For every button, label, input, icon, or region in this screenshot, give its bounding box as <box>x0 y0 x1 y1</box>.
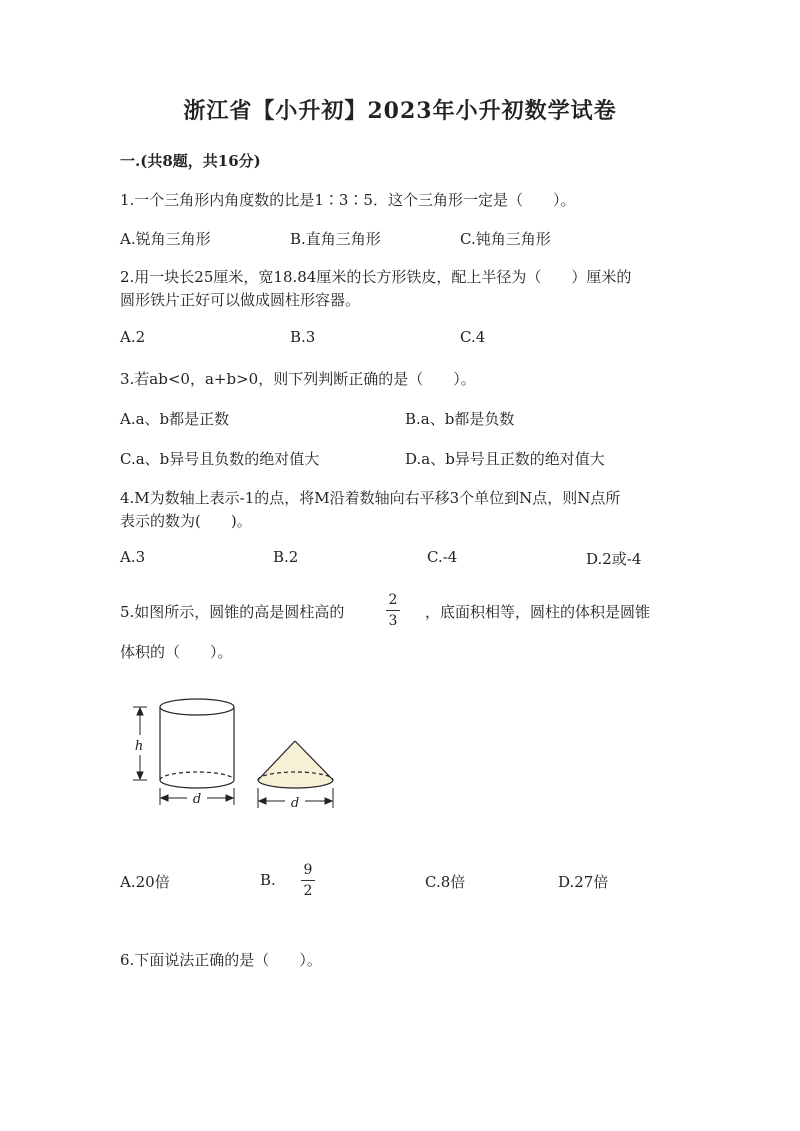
q5-fraction-numerator: 2 <box>388 592 398 608</box>
q5-option-c: C.8倍 <box>425 873 466 891</box>
question-4-text-line2: 表示的数为( )。 <box>120 512 252 530</box>
q3-option-b: B.a、b都是负数 <box>405 410 515 428</box>
q1-option-a: A.锐角三角形 <box>120 230 211 248</box>
cylinder <box>160 699 234 788</box>
exam-title: 浙江省【小升初】2023年小升初数学试卷 <box>183 98 617 124</box>
q2-option-a: A.2 <box>120 328 146 346</box>
q5-option-b-fraction-bar <box>301 880 315 881</box>
cone <box>258 741 333 788</box>
question-5-text-part1: 5.如图所示，圆锥的高是圆柱高的 <box>120 603 345 621</box>
question-3-text: 3.若ab<0，a+b>0，则下列判断正确的是（ ）。 <box>120 370 476 388</box>
height-label: h <box>134 739 144 754</box>
q4-option-b: B.2 <box>273 548 299 566</box>
question-2-text-line2: 圆形铁片正好可以做成圆柱形容器。 <box>120 291 361 309</box>
q4-option-d: D.2或-4 <box>586 550 642 568</box>
q3-option-d: D.a、b异号且正数的绝对值大 <box>405 450 605 468</box>
cone-diameter-label: d <box>290 796 300 811</box>
section-header: 一.(共8题，共16分) <box>120 152 261 170</box>
q2-option-c: C.4 <box>460 328 486 346</box>
q1-option-b: B.直角三角形 <box>290 230 381 248</box>
question-5-text-part2: ，底面积相等，圆柱的体积是圆锥 <box>425 603 651 621</box>
q3-option-a: A.a、b都是正数 <box>120 410 230 428</box>
q4-option-a: A.3 <box>120 548 146 566</box>
q5-option-b-denominator: 2 <box>303 883 313 899</box>
question-5-text-line2: 体积的（ ）。 <box>120 643 233 661</box>
q5-option-a: A.20倍 <box>120 873 170 891</box>
q4-option-c: C.-4 <box>427 548 458 566</box>
question-6-text: 6.下面说法正确的是（ ）。 <box>120 951 322 969</box>
q1-option-c: C.钝角三角形 <box>460 230 551 248</box>
cylinder-diameter-label: d <box>192 792 202 807</box>
cylinder-cone-figure <box>125 695 345 820</box>
question-2-text-line1: 2.用一块长25厘米，宽18.84厘米的长方形铁皮，配上半径为（ ）厘米的 <box>120 268 632 286</box>
q5-option-b-fraction <box>298 862 318 899</box>
question-4-text-line1: 4.M为数轴上表示-1的点，将M沿着数轴向右平移3个单位到N点，则N点所 <box>120 489 621 507</box>
q3-option-c: C.a、b异号且负数的绝对值大 <box>120 450 320 468</box>
q5-fraction-bar <box>386 610 400 611</box>
q5-fraction-denominator: 3 <box>388 613 398 629</box>
q5-option-b: B. <box>260 871 276 889</box>
q5-option-d: D.27倍 <box>558 873 609 891</box>
question-1-text: 1.一个三角形内角度数的比是1∶3∶5．这个三角形一定是（ ）。 <box>120 191 576 209</box>
q5-fraction <box>383 592 403 629</box>
q5-option-b-numerator: 9 <box>303 862 313 878</box>
q2-option-b: B.3 <box>290 328 316 346</box>
